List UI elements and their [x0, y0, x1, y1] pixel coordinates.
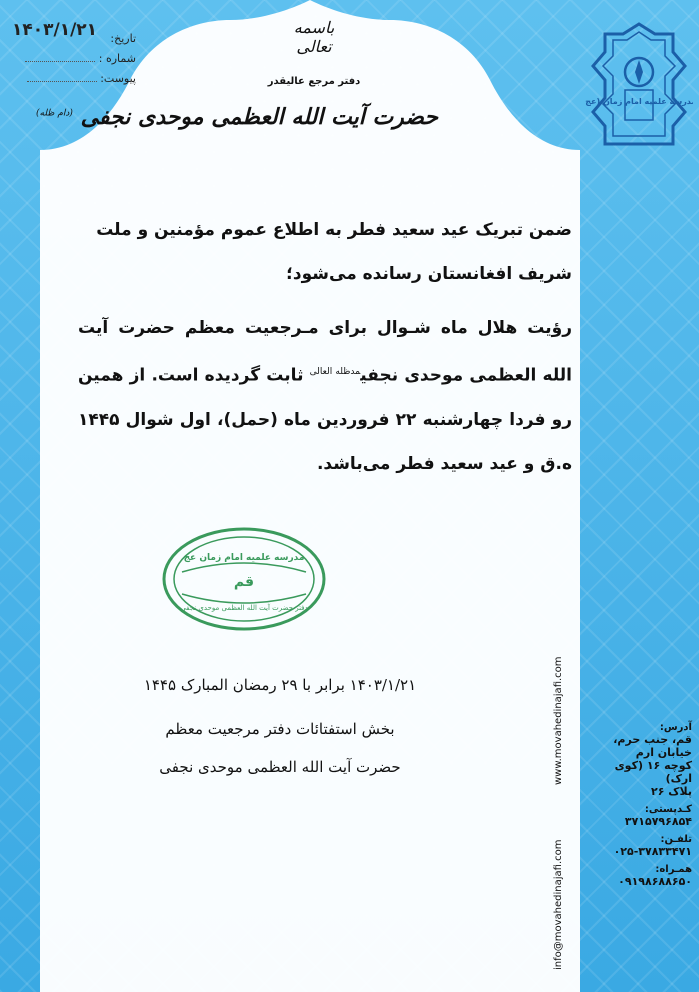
- phone-label: تلفـن:: [660, 834, 692, 845]
- seal-text-top: مدرسه علمیه امام زمان عج: [183, 553, 305, 563]
- date-value: ۱۴۰۳/۱/۲۱: [12, 20, 98, 40]
- letter-panel: [40, 0, 580, 992]
- seal-text-bottom: دفتر حضرت آیت الله العظمی موحدی نجفی: [180, 604, 308, 612]
- phone-value: ۰۲۵-۳۷۸۳۳۴۷۱: [613, 845, 692, 858]
- number-row: [6, 52, 136, 65]
- email-link[interactable]: info@movahedinajafi.com: [553, 839, 564, 970]
- address-line1: قم، جنب حرم، خیابان ارم: [613, 733, 692, 759]
- attachment-row: [6, 72, 136, 85]
- postal-value: ۳۷۱۵۷۹۶۸۵۴: [624, 815, 692, 828]
- postal-label: کـدپستی:: [644, 804, 692, 815]
- seal-text-middle: قم: [233, 574, 255, 590]
- office-seal: [160, 524, 328, 634]
- paragraph-greeting: ضمن تبریک عید سعید فطر به اطلاع عموم مؤمنین و ملت شریف افغانستان رسانده می‌شود؛: [96, 220, 572, 284]
- footer-department-line: بخش استفتائات دفتر مرجعیت معظم: [165, 720, 395, 738]
- date-label: تاریخ:: [110, 32, 136, 45]
- footer-signature-line: حضرت آیت الله العظمی موحدی نجفی: [159, 758, 401, 776]
- date-row: [6, 32, 136, 45]
- address-line3: پلاک ۲۶: [650, 785, 692, 798]
- address-label: آدرس:: [659, 722, 692, 733]
- ayatollah-suffix: (دام ظله): [35, 108, 73, 119]
- contact-block: [592, 716, 692, 888]
- ayatollah-name: حضرت آیت الله العظمی موحدی نجفی: [80, 104, 438, 130]
- bismillah: باسمه تعالی: [293, 18, 335, 56]
- arch-shape: [40, 0, 580, 992]
- number-dots: [25, 52, 95, 62]
- mobile-value: ۰۹۱۹۸۶۸۸۶۵۰: [618, 875, 692, 888]
- address-line2: کوچه ۱۶ (کوی ارک): [614, 759, 692, 785]
- school-logo: [585, 20, 693, 150]
- footer-date-line: ۱۴۰۳/۱/۲۱ برابر با ۲۹ رمضان المبارک ۱۴۴۵: [143, 676, 417, 694]
- seal-stamp-icon: [160, 524, 328, 634]
- attachment-label: پیوست:: [100, 72, 136, 85]
- announcement-honorific: مدظله العالی: [309, 367, 361, 377]
- ayatollah-title: [35, 104, 438, 130]
- announcement-end: ثابت گردیده است. از همین رو فردا چهارشنبه ۲۲ فروردین ماه (حمل)، اول شوال ۱۴۴۵ ه.ق و عید سعید فطر می‌باشد.: [78, 365, 573, 474]
- website-link[interactable]: www.movahedinajafi.com: [553, 656, 564, 785]
- number-label: شماره :: [98, 52, 136, 65]
- mobile-label: همـراه:: [655, 864, 692, 875]
- office-title: دفتر مرجع عالیقدر: [267, 76, 361, 87]
- announcement-start: رؤیت هلال ماه شـوال برای مـرجعیت معظم حضرت آیت الله العظمی موحدی نجفی: [78, 318, 573, 386]
- school-logo-icon: [585, 20, 693, 150]
- paragraph-announcement: [78, 306, 572, 486]
- attachment-dots: [27, 72, 97, 82]
- school-logo-text: مدرسه علمیه امام زمان (عج): [585, 97, 693, 106]
